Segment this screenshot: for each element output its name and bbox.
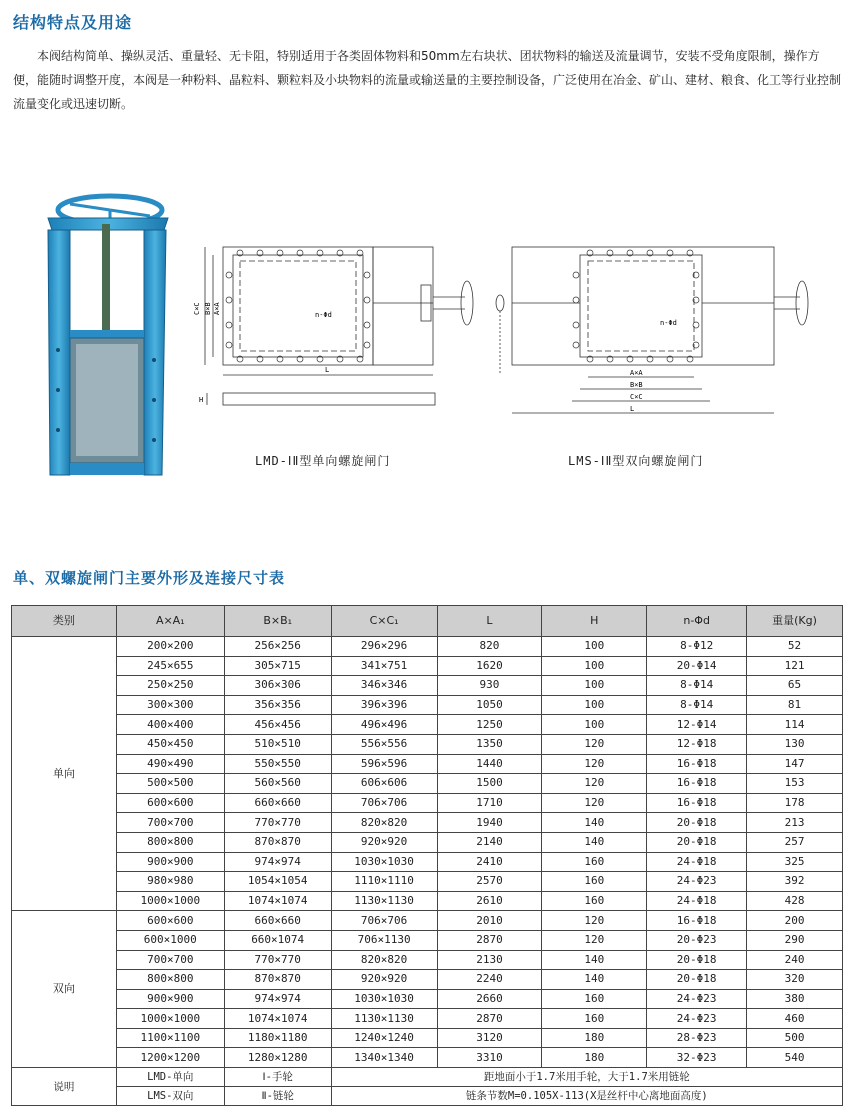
table-cell: 980×980 bbox=[116, 872, 224, 892]
note-row bbox=[12, 1087, 843, 1106]
table-cell: 660×660 bbox=[224, 911, 331, 931]
table-cell: 1030×1030 bbox=[331, 852, 437, 872]
drawing1-h-label: H bbox=[199, 396, 204, 404]
table-cell: 1030×1030 bbox=[331, 989, 437, 1009]
drawing2-caption: LMS-ⅠⅡ型双向螺旋闸门 bbox=[568, 454, 704, 468]
intro-paragraph: 本阀结构简单、操纵灵活、重量轻、无卡阻，特别适用于各类固体物料和50mm左右块状、团状物料的输送及流量调节，安装不受角度限制，操作方便，能随时调整开度，本阀是一种粉料、晶粒料、颗粒料及小块物料的流量或输送量的主要控制设备，广泛使用在冶金、矿山、建材、粮食、化工等行业控制流量变化或迅速切断。 bbox=[13, 49, 842, 111]
table-cell: 1110×1110 bbox=[331, 872, 437, 892]
table-cell: 180 bbox=[542, 1048, 647, 1068]
table-cell: 140 bbox=[542, 970, 647, 990]
header-weight: 重量(Kg) bbox=[747, 606, 843, 637]
table-cell: 256×256 bbox=[224, 637, 331, 657]
table-cell: 325 bbox=[747, 852, 843, 872]
table-cell: 820 bbox=[437, 637, 542, 657]
table-cell: 1340×1340 bbox=[331, 1048, 437, 1068]
table-cell: 930 bbox=[437, 676, 542, 696]
table-cell: 1074×1074 bbox=[224, 891, 331, 911]
table-cell: 24-Φ23 bbox=[647, 1009, 747, 1029]
table-cell: 1000×1000 bbox=[116, 891, 224, 911]
table-cell: 160 bbox=[542, 852, 647, 872]
table-cell: 1240×1240 bbox=[331, 1028, 437, 1048]
table-cell: 320 bbox=[747, 970, 843, 990]
table-cell: 160 bbox=[542, 872, 647, 892]
table-row bbox=[12, 1028, 843, 1048]
table-cell: 2660 bbox=[437, 989, 542, 1009]
table-row bbox=[12, 793, 843, 813]
table-cell: 456×456 bbox=[224, 715, 331, 735]
table-cell: 920×920 bbox=[331, 832, 437, 852]
table-cell: 2240 bbox=[437, 970, 542, 990]
note-cell: 链条节数M=0.105X-113(X是丝杆中心离地面高度) bbox=[331, 1087, 842, 1106]
table-cell: 24-Φ23 bbox=[647, 989, 747, 1009]
table-cell: 660×1074 bbox=[224, 930, 331, 950]
table-cell: 660×660 bbox=[224, 793, 331, 813]
table-row bbox=[12, 911, 843, 931]
section-title-structure: 结构特点及用途 bbox=[13, 13, 133, 32]
table-cell: 114 bbox=[747, 715, 843, 735]
table-cell: 1100×1100 bbox=[116, 1028, 224, 1048]
table-cell: 820×820 bbox=[331, 813, 437, 833]
table-cell: 2410 bbox=[437, 852, 542, 872]
table-cell: 460 bbox=[747, 1009, 843, 1029]
table-header-row bbox=[12, 606, 843, 637]
table-cell: 120 bbox=[542, 774, 647, 794]
table-cell: 540 bbox=[747, 1048, 843, 1068]
table-cell: 140 bbox=[542, 832, 647, 852]
table-cell: 100 bbox=[542, 656, 647, 676]
table-cell: 600×1000 bbox=[116, 930, 224, 950]
table-cell: 120 bbox=[542, 911, 647, 931]
table-row bbox=[12, 852, 843, 872]
table-cell: 400×400 bbox=[116, 715, 224, 735]
table-cell: 2140 bbox=[437, 832, 542, 852]
table-cell: 1050 bbox=[437, 695, 542, 715]
table-cell: 900×900 bbox=[116, 852, 224, 872]
table-cell: 1074×1074 bbox=[224, 1009, 331, 1029]
table-cell: 600×600 bbox=[116, 793, 224, 813]
table-cell: 550×550 bbox=[224, 754, 331, 774]
table-row bbox=[12, 891, 843, 911]
table-cell: 296×296 bbox=[331, 637, 437, 657]
header-b: B×B₁ bbox=[224, 606, 331, 637]
table-cell: 820×820 bbox=[331, 950, 437, 970]
table-cell: 500 bbox=[747, 1028, 843, 1048]
drawing2-l-label: L bbox=[630, 405, 635, 413]
table-cell: 120 bbox=[542, 793, 647, 813]
dimensions-table bbox=[11, 605, 843, 1106]
table-cell: 974×974 bbox=[224, 989, 331, 1009]
table-row bbox=[12, 872, 843, 892]
table-cell: 3120 bbox=[437, 1028, 542, 1048]
table-cell: 800×800 bbox=[116, 970, 224, 990]
table-cell: 2010 bbox=[437, 911, 542, 931]
table-cell: 257 bbox=[747, 832, 843, 852]
lmd-technical-drawing bbox=[195, 225, 485, 425]
table-cell: 178 bbox=[747, 793, 843, 813]
table-cell: 1000×1000 bbox=[116, 1009, 224, 1029]
table-cell: 100 bbox=[542, 695, 647, 715]
table-row bbox=[12, 656, 843, 676]
table-cell: 306×306 bbox=[224, 676, 331, 696]
table-cell: 341×751 bbox=[331, 656, 437, 676]
table-cell: 700×700 bbox=[116, 950, 224, 970]
table-cell: 396×396 bbox=[331, 695, 437, 715]
table-cell: 100 bbox=[542, 637, 647, 657]
table-cell: 160 bbox=[542, 989, 647, 1009]
table-cell: 606×606 bbox=[331, 774, 437, 794]
table-row bbox=[12, 695, 843, 715]
table-row bbox=[12, 637, 843, 657]
drawing1-bxb-label: B×B bbox=[204, 302, 212, 315]
table-cell: 24-Φ18 bbox=[647, 891, 747, 911]
table-cell: 3310 bbox=[437, 1048, 542, 1068]
table-cell: 24-Φ23 bbox=[647, 872, 747, 892]
table-row bbox=[12, 970, 843, 990]
drawing1-caption: LMD-ⅠⅡ型单向螺旋闸门 bbox=[255, 454, 391, 468]
table-cell: 160 bbox=[542, 1009, 647, 1029]
table-cell: 1710 bbox=[437, 793, 542, 813]
table-cell: 153 bbox=[747, 774, 843, 794]
table-cell: 770×770 bbox=[224, 950, 331, 970]
table-row bbox=[12, 989, 843, 1009]
table-cell: 100 bbox=[542, 676, 647, 696]
table-cell: 16-Φ18 bbox=[647, 774, 747, 794]
table-cell: 121 bbox=[747, 656, 843, 676]
table-cell: 16-Φ18 bbox=[647, 793, 747, 813]
table-cell: 450×450 bbox=[116, 734, 224, 754]
drawing1-nphid-label: n-Φd bbox=[315, 311, 332, 319]
note-cell: LMD-单向 bbox=[116, 1068, 224, 1087]
drawing2-axa-label: A×A bbox=[630, 369, 643, 377]
table-cell: 1200×1200 bbox=[116, 1048, 224, 1068]
table-cell: 2870 bbox=[437, 930, 542, 950]
section-title-dimensions: 单、双螺旋闸门主要外形及连接尺寸表 bbox=[13, 569, 286, 587]
table-row bbox=[12, 930, 843, 950]
table-row bbox=[12, 832, 843, 852]
table-cell: 16-Φ18 bbox=[647, 754, 747, 774]
table-row bbox=[12, 774, 843, 794]
table-cell: 20-Φ23 bbox=[647, 930, 747, 950]
table-cell: 290 bbox=[747, 930, 843, 950]
table-cell: 32-Φ23 bbox=[647, 1048, 747, 1068]
drawing2-nphid-label: n-Φd bbox=[660, 319, 677, 327]
table-cell: 1620 bbox=[437, 656, 542, 676]
header-a: A×A₁ bbox=[116, 606, 224, 637]
note-row bbox=[12, 1068, 843, 1087]
table-cell: 900×900 bbox=[116, 989, 224, 1009]
table-cell: 8-Φ14 bbox=[647, 695, 747, 715]
table-cell: 200 bbox=[747, 911, 843, 931]
drawing1-l-label: L bbox=[325, 366, 330, 374]
table-cell: 20-Φ18 bbox=[647, 832, 747, 852]
table-cell: 20-Φ18 bbox=[647, 970, 747, 990]
table-cell: 20-Φ14 bbox=[647, 656, 747, 676]
table-cell: 380 bbox=[747, 989, 843, 1009]
table-cell: 500×500 bbox=[116, 774, 224, 794]
table-cell: 120 bbox=[542, 754, 647, 774]
table-cell: 245×655 bbox=[116, 656, 224, 676]
table-cell: 250×250 bbox=[116, 676, 224, 696]
gate-valve-photo bbox=[40, 190, 170, 480]
note-cell: Ⅰ-手轮 bbox=[224, 1068, 331, 1087]
table-cell: 2610 bbox=[437, 891, 542, 911]
table-cell: 12-Φ14 bbox=[647, 715, 747, 735]
table-cell: 2570 bbox=[437, 872, 542, 892]
note-cell: Ⅱ-链轮 bbox=[224, 1087, 331, 1106]
table-cell: 920×920 bbox=[331, 970, 437, 990]
table-cell: 8-Φ12 bbox=[647, 637, 747, 657]
table-cell: 130 bbox=[747, 734, 843, 754]
table-cell: 1940 bbox=[437, 813, 542, 833]
table-cell: 706×706 bbox=[331, 793, 437, 813]
note-cell: 距地面小于1.7米用手轮，大于1.7米用链轮 bbox=[331, 1068, 842, 1087]
lms-technical-drawing bbox=[490, 225, 835, 425]
table-cell: 120 bbox=[542, 930, 647, 950]
header-holes: n-Φd bbox=[647, 606, 747, 637]
notes-label: 说明 bbox=[12, 1068, 117, 1106]
table-cell: 870×870 bbox=[224, 970, 331, 990]
table-cell: 2870 bbox=[437, 1009, 542, 1029]
drawing1-axa-label: A×A bbox=[213, 302, 221, 315]
table-row bbox=[12, 950, 843, 970]
table-cell: 428 bbox=[747, 891, 843, 911]
table-cell: 700×700 bbox=[116, 813, 224, 833]
table-cell: 1440 bbox=[437, 754, 542, 774]
table-cell: 1054×1054 bbox=[224, 872, 331, 892]
table-row bbox=[12, 715, 843, 735]
table-cell: 305×715 bbox=[224, 656, 331, 676]
table-cell: 346×346 bbox=[331, 676, 437, 696]
header-c: C×C₁ bbox=[331, 606, 437, 637]
table-cell: 160 bbox=[542, 891, 647, 911]
table-cell: 800×800 bbox=[116, 832, 224, 852]
table-cell: 510×510 bbox=[224, 734, 331, 754]
table-row bbox=[12, 1009, 843, 1029]
table-cell: 52 bbox=[747, 637, 843, 657]
table-cell: 496×496 bbox=[331, 715, 437, 735]
table-cell: 556×556 bbox=[331, 734, 437, 754]
table-cell: 974×974 bbox=[224, 852, 331, 872]
table-cell: 1500 bbox=[437, 774, 542, 794]
table-cell: 65 bbox=[747, 676, 843, 696]
header-category: 类别 bbox=[12, 606, 117, 637]
table-cell: 147 bbox=[747, 754, 843, 774]
table-cell: 300×300 bbox=[116, 695, 224, 715]
table-cell: 200×200 bbox=[116, 637, 224, 657]
table-cell: 24-Φ18 bbox=[647, 852, 747, 872]
table-row bbox=[12, 734, 843, 754]
table-cell: 8-Φ14 bbox=[647, 676, 747, 696]
table-cell: 140 bbox=[542, 950, 647, 970]
table-cell: 20-Φ18 bbox=[647, 813, 747, 833]
table-cell: 81 bbox=[747, 695, 843, 715]
table-cell: 770×770 bbox=[224, 813, 331, 833]
table-cell: 870×870 bbox=[224, 832, 331, 852]
table-cell: 560×560 bbox=[224, 774, 331, 794]
table-cell: 1280×1280 bbox=[224, 1048, 331, 1068]
table-row bbox=[12, 676, 843, 696]
table-cell: 180 bbox=[542, 1028, 647, 1048]
table-cell: 1180×1180 bbox=[224, 1028, 331, 1048]
note-cell: LMS-双向 bbox=[116, 1087, 224, 1106]
table-cell: 706×706 bbox=[331, 911, 437, 931]
table-cell: 1250 bbox=[437, 715, 542, 735]
table-cell: 120 bbox=[542, 734, 647, 754]
table-cell: 213 bbox=[747, 813, 843, 833]
table-cell: 706×1130 bbox=[331, 930, 437, 950]
table-cell: 1350 bbox=[437, 734, 542, 754]
table-cell: 140 bbox=[542, 813, 647, 833]
table-cell: 12-Φ18 bbox=[647, 734, 747, 754]
table-cell: 16-Φ18 bbox=[647, 911, 747, 931]
drawing2-bxb-label: B×B bbox=[630, 381, 643, 389]
table-cell: 1130×1130 bbox=[331, 1009, 437, 1029]
group-label: 单向 bbox=[12, 637, 117, 911]
drawing1-cxc-label: C×C bbox=[193, 302, 201, 315]
table-cell: 1130×1130 bbox=[331, 891, 437, 911]
table-cell: 20-Φ18 bbox=[647, 950, 747, 970]
table-cell: 596×596 bbox=[331, 754, 437, 774]
header-h: H bbox=[542, 606, 647, 637]
table-row bbox=[12, 813, 843, 833]
table-cell: 490×490 bbox=[116, 754, 224, 774]
table-cell: 100 bbox=[542, 715, 647, 735]
table-cell: 392 bbox=[747, 872, 843, 892]
table-cell: 28-Φ23 bbox=[647, 1028, 747, 1048]
table-cell: 2130 bbox=[437, 950, 542, 970]
table-row bbox=[12, 1048, 843, 1068]
table-cell: 356×356 bbox=[224, 695, 331, 715]
table-cell: 600×600 bbox=[116, 911, 224, 931]
table-cell: 240 bbox=[747, 950, 843, 970]
group-label: 双向 bbox=[12, 911, 117, 1068]
header-l: L bbox=[437, 606, 542, 637]
drawing2-cxc-label: C×C bbox=[630, 393, 643, 401]
table-row bbox=[12, 754, 843, 774]
